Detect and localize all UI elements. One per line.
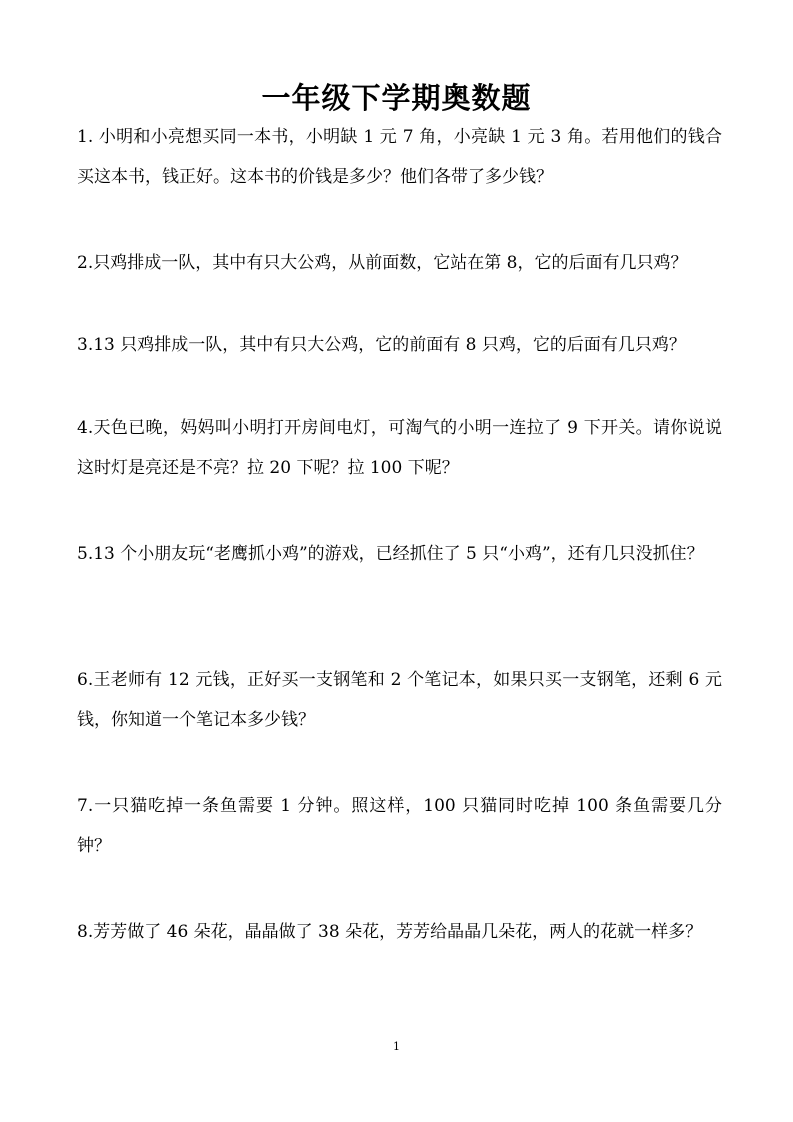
page-number: 1 — [393, 1040, 400, 1053]
question-1: 1. 小明和小亮想买同一本书，小明缺 1 元 7 角，小亮缺 1 元 3 角。若用他们的钱合买这本书，钱正好。这本书的价钱是多少？他们各带了多少钱？ — [77, 127, 722, 187]
question-4: 4.天色已晚，妈妈叫小明打开房间电灯，可淘气的小明一连拉了 9 下开关。请你说说这时灯是亮还是不亮？拉 20 下呢？拉 100 下呢？ — [77, 418, 722, 478]
page-title: 一年级下学期奥数题 — [261, 81, 532, 115]
question-8: 8.芳芳做了 46 朵花，晶晶做了 38 朵花，芳芳给晶晶几朵花，两人的花就一样多？ — [77, 922, 703, 942]
question-5: 5.13 个小朋友玩“老鹰抓小鸡”的游戏，已经抓住了 5 只“小鸡”，还有几只没抓住？ — [77, 544, 704, 564]
question-7: 7.一只猫吃掉一条鱼需要 1 分钟。照这样，100 只猫同时吃掉 100 条鱼需要几分钟？ — [77, 796, 722, 856]
question-6: 6.王老师有 12 元钱，正好买一支钢笔和 2 个笔记本，如果只买一支钢笔，还剩 6 元钱，你知道一个笔记本多少钱？ — [77, 670, 722, 730]
question-3: 3.13 只鸡排成一队，其中有只大公鸡，它的前面有 8 只鸡，它的后面有几只鸡？ — [77, 335, 686, 355]
question-2: 2.只鸡排成一队，其中有只大公鸡，从前面数，它站在第 8，它的后面有几只鸡？ — [77, 253, 688, 273]
